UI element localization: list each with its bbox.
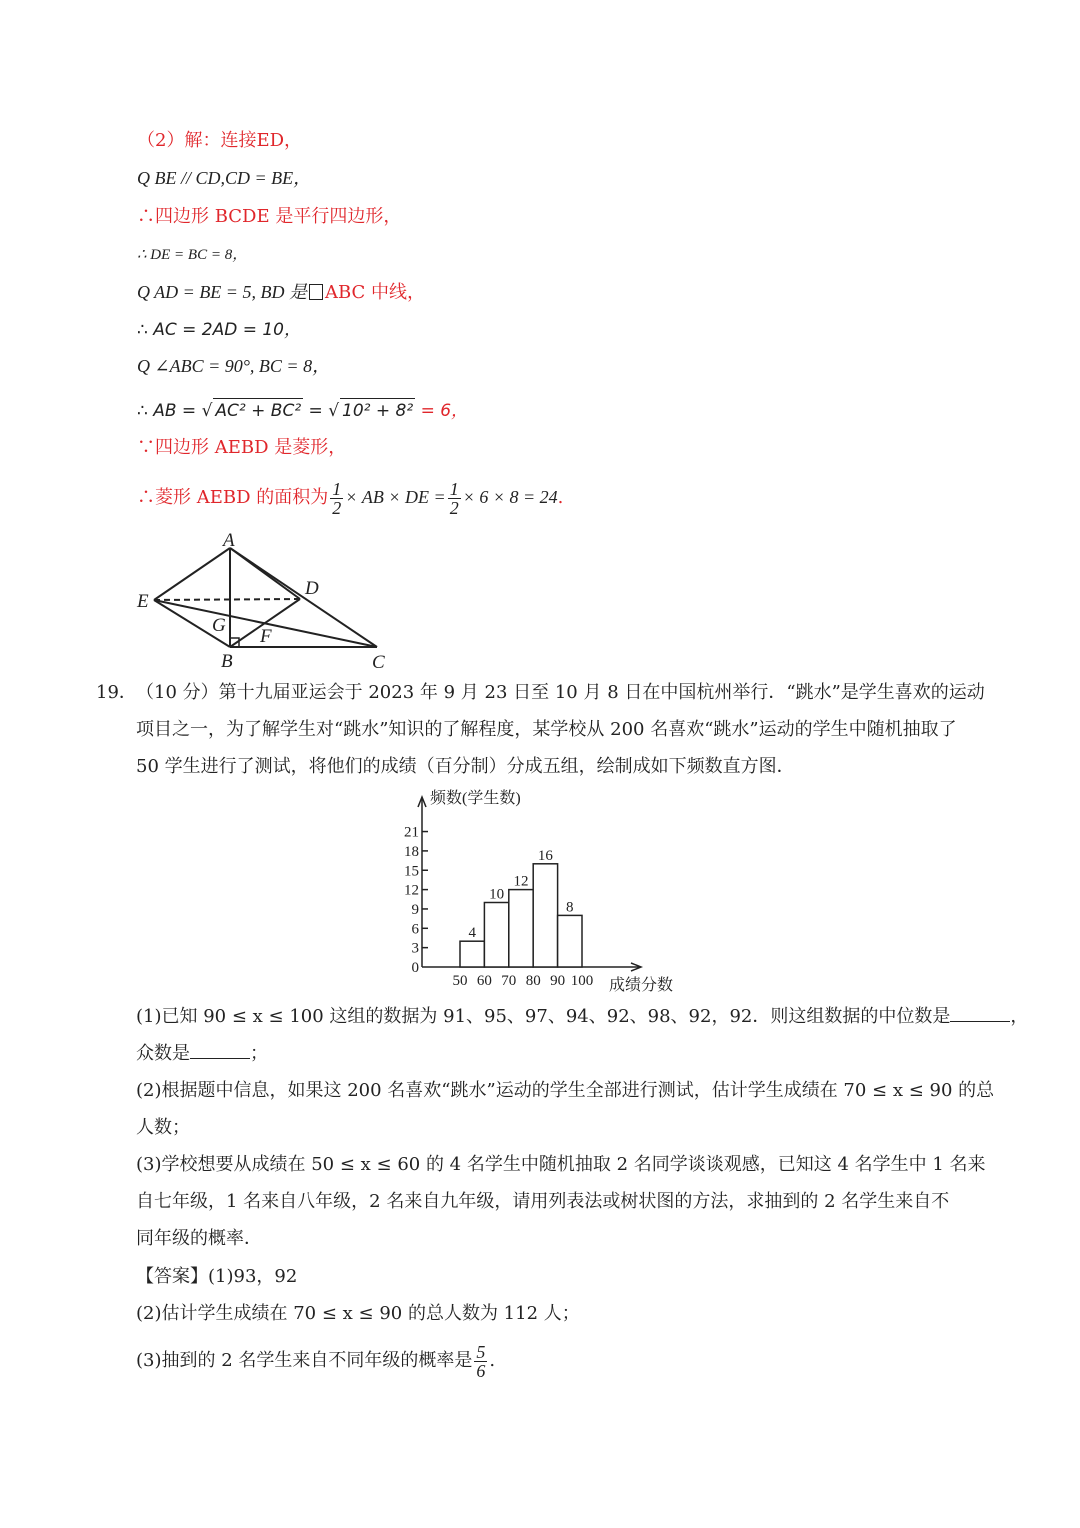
subquestion-1-line-2: 众数是 ；: [136, 1043, 268, 1064]
y-tick-label: 12: [404, 882, 419, 899]
solution-line-5: [137, 280, 425, 305]
solution-line-1: （2）解：连接ED，: [137, 130, 303, 151]
x-tick-label: 60: [476, 973, 492, 989]
label-d: D: [305, 578, 319, 599]
triangle-glyph: [309, 284, 323, 300]
x-tick-label: 100: [570, 973, 594, 989]
mode-blank: [190, 1042, 250, 1059]
l8-post: = 6，: [420, 401, 469, 421]
x-tick-label: 80: [525, 973, 541, 989]
subquestion-3-line-3: 同年级的概率．: [136, 1228, 262, 1249]
answer-tag: 【答案】: [136, 1266, 208, 1287]
bar-value-label: 16: [537, 847, 553, 864]
segment-ae: [154, 548, 230, 600]
label-b: B: [221, 651, 233, 672]
solution-line-4: ∴ DE = BC = 8，: [137, 247, 248, 263]
l8-mid: =: [308, 401, 323, 421]
histogram-bar: [558, 915, 582, 967]
l8-pre: ∴ AB =: [137, 401, 197, 421]
question-para-2: 项目之一，为了解学生对“跳水”知识的了解程度，某学校从 200 名喜欢“跳水”运动的学生中随机抽取了: [136, 719, 957, 740]
label-g: G: [212, 615, 226, 636]
answer-1: (1)93，92: [208, 1266, 298, 1287]
label-e: E: [137, 591, 149, 612]
subquestion-3-line-1: (3)学校想要从成绩在 50 ≤ x ≤ 60 的 4 名学生中随机抽取 2 名同学谈谈观感，已知这 4 名学生中 1 名来: [136, 1154, 986, 1175]
fraction-half-2: $\frac{1}{2}$: [449, 478, 459, 518]
l10-post: × 6 × 8 = 24: [462, 487, 558, 507]
question-number: 19．: [96, 682, 137, 703]
solution-line-10: [137, 472, 563, 523]
bar-value-label: 8: [566, 899, 574, 916]
subquestion-2-line-2: 人数；: [136, 1117, 190, 1138]
histogram-bar: [533, 864, 557, 967]
solution-line-3: ∴四边形 BCDE 是平行四边形，: [137, 206, 402, 227]
solution-line-7: Q ∠ABC = 90°, BC = 8，: [137, 356, 331, 376]
x-axis-title: 成绩分数: [609, 977, 674, 994]
solution-line-9: ∵四边形 AEBD 是菱形，: [137, 437, 347, 458]
solution-line-2: Q BE // CD,CD = BE，: [137, 168, 312, 188]
histogram-bar: [460, 941, 484, 967]
fraction-five-sixths: $\frac{5}{6}$: [476, 1341, 486, 1381]
bar-value-label: 10: [489, 886, 505, 903]
l10-mid: × AB × DE =: [345, 487, 446, 507]
geometry-figure: [130, 530, 400, 675]
frequency-histogram: [395, 785, 685, 995]
subquestion-2-line-1: (2)根据题中信息，如果这 200 名喜欢“跳水”运动的学生全部进行测试，估计学生成绩在 70 ≤ x ≤ 90 的总: [136, 1080, 995, 1101]
l8-radical-1: AC² + BC²: [213, 398, 303, 423]
solution-line-8: ∴ AB = √ AC² + BC² = √ 10² + 8² = 6，: [137, 398, 468, 423]
x-tick-label: 50: [452, 973, 468, 989]
y-tick-label: 0: [411, 960, 419, 976]
answer-line-1: [136, 1258, 297, 1295]
y-tick-label: 9: [411, 901, 419, 918]
fraction-half-1: $\frac{1}{2}$: [332, 478, 342, 518]
solution-line-5b: ABC 中线，: [324, 282, 426, 303]
y-tick-label: 18: [404, 843, 419, 860]
question-para-3: 50 学生进行了测试，将他们的成绩（百分制）分成五组，绘制成如下频数直方图．: [136, 756, 795, 777]
question-para-1: （10 分）第十九届亚运会于 2023 年 9 月 23 日至 10 月 8 日在中国杭州举行．“跳水”是学生喜欢的运动: [136, 682, 985, 703]
l8-radical-2: 10² + 8²: [340, 398, 415, 423]
solution-line-5a: Q AD = BE = 5, BD 是: [137, 282, 307, 302]
segment-ed-dashed: [154, 599, 300, 600]
histogram-bar: [509, 890, 533, 967]
subquestion-1-line-1: (1)已知 90 ≤ x ≤ 100 这组的数据为 91、95、97、94、92、98、92，92．则这组数据的中位数是 ，: [136, 1006, 1029, 1027]
median-blank: [950, 1005, 1010, 1022]
bar-value-label: 12: [513, 873, 529, 890]
bar-value-label: 4: [468, 925, 476, 942]
label-a: A: [223, 530, 235, 551]
histogram-bar: [484, 903, 508, 968]
label-f: F: [260, 626, 272, 647]
y-tick-label: 15: [404, 863, 419, 880]
y-tick-label: 6: [411, 921, 419, 938]
answer-line-3: (3)抽到的 2 名学生来自不同年级的概率是 $\frac{5}{6}$ .: [136, 1341, 496, 1381]
y-tick-label: 21: [404, 824, 419, 841]
label-c: C: [372, 652, 385, 673]
answer-line-2: (2)估计学生成绩在 70 ≤ x ≤ 90 的总人数为 112 人；: [136, 1303, 580, 1324]
l10-pre: ∴菱形 AEBD 的面积为: [137, 487, 329, 508]
y-tick-label: 3: [411, 940, 419, 957]
x-tick-label: 70: [501, 973, 517, 989]
l10-end: .: [557, 487, 564, 508]
solution-line-6: ∴ AC = 2AD = 10，: [137, 320, 301, 340]
y-axis-title: 频数(学生数): [430, 790, 521, 807]
subquestion-3-line-2: 自七年级，1 名来自八年级，2 名来自九年级，请用列表法或树状图的方法，求抽到的 2 名学生来自不: [136, 1191, 950, 1212]
x-tick-label: 90: [550, 973, 566, 989]
